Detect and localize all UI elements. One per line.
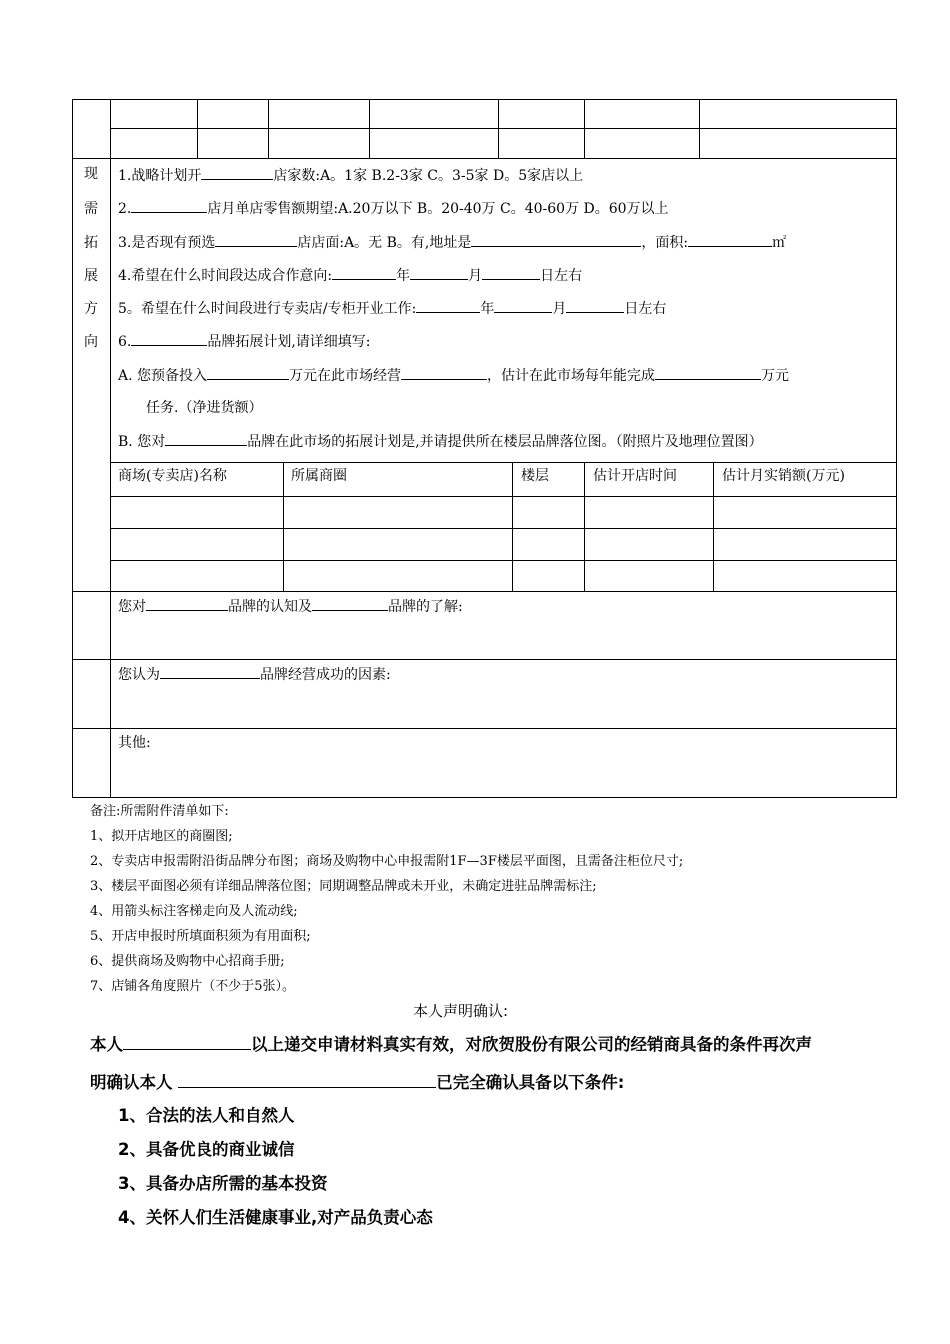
q5-year-blank[interactable] <box>416 299 480 313</box>
investment-blank[interactable] <box>207 366 289 380</box>
header-opening-time: 估计开店时间 <box>593 468 677 484</box>
success-text: 品牌经营成功的因素: <box>260 667 391 683</box>
qa-unit: 万元 <box>761 368 790 384</box>
awareness-label: 您对 <box>118 599 146 615</box>
declaration-title: 本人声明确认: <box>413 1002 509 1020</box>
q1-blank[interactable] <box>201 166 273 180</box>
q1-label: 1.战略计划开 <box>118 168 202 184</box>
declarant-name-blank[interactable] <box>123 1033 251 1050</box>
q5-label: 5。希望在什么时间段进行专卖店/专柜开业工作: <box>118 301 417 317</box>
day-label: 日左右 <box>624 301 667 317</box>
notes-title: 备注:所需附件清单如下: <box>90 804 229 819</box>
section-label-char: 展 <box>84 268 98 284</box>
area-unit: ㎡ <box>772 235 787 251</box>
month-label: 月 <box>552 301 567 317</box>
qa-text-2: ，估计在此市场每年能完成 <box>487 368 656 384</box>
area-label: ，面积: <box>641 235 689 251</box>
q4-day-blank[interactable] <box>482 266 540 280</box>
annual-target-blank[interactable] <box>655 366 761 380</box>
q2-label: 2. <box>118 201 132 217</box>
header-business-district: 所属商圈 <box>291 468 347 484</box>
question-opening-date <box>118 299 666 318</box>
q5-month-blank[interactable] <box>494 299 552 313</box>
awareness-text-2: 品牌的了解: <box>388 599 463 615</box>
q4-label: 4.希望在什么时间段达成合作意向: <box>118 268 333 284</box>
year-label: 年 <box>480 301 495 317</box>
header-mall-name: 商场(专卖店)名称 <box>118 468 227 484</box>
note-item: 7、店铺各角度照片（不少于5张）。 <box>90 979 296 994</box>
qb-text: 品牌在此市场的拓展计划是,并请提供所在楼层品牌落位图。（附照片及地理位置图） <box>247 434 763 450</box>
address-blank[interactable] <box>471 233 641 247</box>
qa-label: A. 您预备投入 <box>118 368 208 384</box>
section-label-char: 现 <box>84 166 98 182</box>
section-label-char: 需 <box>84 201 98 217</box>
q1-options: 店家数:A。1家 B.2-3家 C。3-5家 D。5家店以上 <box>273 168 584 184</box>
q4-month-blank[interactable] <box>410 266 468 280</box>
question-sales-expectation <box>118 199 669 218</box>
awareness-brand-blank[interactable] <box>146 597 228 611</box>
question-success-factors <box>118 665 391 684</box>
header-floor: 楼层 <box>521 468 549 484</box>
question-cooperation-date <box>118 266 582 285</box>
qb-brand-blank[interactable] <box>165 432 247 446</box>
q2-options: 店月单店零售额期望:A.20万以下 B。20-40万 C。40-60万 D。60万以上 <box>207 201 669 217</box>
qa-note: 任务.（净进货额） <box>146 400 263 416</box>
q3-blank[interactable] <box>215 233 297 247</box>
declarant-confirm-blank[interactable] <box>178 1071 436 1088</box>
declaration-line-2 <box>90 1071 624 1094</box>
q6-brand-blank[interactable] <box>131 332 207 346</box>
question-store-count <box>118 166 583 185</box>
note-item: 1、拟开店地区的商圈图; <box>90 829 233 844</box>
condition-item: 4、关怀人们生活健康事业,对产品负责心态 <box>118 1208 433 1227</box>
declaration-text: 以上递交申请材料真实有效，对欣贺股份有限公司的经销商具备的条件再次声 <box>251 1035 812 1054</box>
note-item: 6、提供商场及购物中心招商手册; <box>90 954 285 969</box>
awareness-brand2-blank[interactable] <box>312 597 388 611</box>
header-monthly-sales: 估计月实销额(万元) <box>722 468 845 484</box>
month-label: 月 <box>468 268 483 284</box>
declaration-text: 本人 <box>90 1035 123 1054</box>
question-brand-layout <box>118 432 763 451</box>
q3-label: 3.是否现有预选 <box>118 235 216 251</box>
declaration-line-1 <box>90 1033 812 1056</box>
success-label: 您认为 <box>118 667 160 683</box>
note-item: 3、楼层平面图必须有详细品牌落位图；同期调整品牌或未开业，未确定进驻品牌需标注; <box>90 879 597 894</box>
question-expansion-plan <box>118 332 371 351</box>
area-blank[interactable] <box>688 233 772 247</box>
declaration-text: 已完全确认具备以下条件: <box>436 1073 625 1092</box>
q6-text: 品牌拓展计划,请详细填写: <box>207 334 371 350</box>
qa-text: 万元在此市场经营 <box>289 368 402 384</box>
condition-item: 1、合法的法人和自然人 <box>118 1106 295 1125</box>
note-item: 5、开店申报时所填面积须为有用面积; <box>90 929 311 944</box>
condition-item: 2、具备优良的商业诚信 <box>118 1140 295 1159</box>
question-investment <box>118 366 789 385</box>
success-brand-blank[interactable] <box>160 665 260 679</box>
q3-options: 店店面:A。无 B。有,地址是 <box>297 235 472 251</box>
question-brand-awareness <box>118 597 463 616</box>
note-item: 2、专卖店申报需附沿街品牌分布图；商场及购物中心申报需附1F—3F楼层平面图，且需备注柜位尺寸; <box>90 854 684 869</box>
section-label-char: 方 <box>84 301 98 317</box>
year-label: 年 <box>396 268 411 284</box>
qb-label: B. 您对 <box>118 434 166 450</box>
condition-item: 3、具备办店所需的基本投资 <box>118 1174 328 1193</box>
note-item: 4、用箭头标注客梯走向及人流动线; <box>90 904 298 919</box>
awareness-text: 品牌的认知及 <box>228 599 312 615</box>
q6-label: 6. <box>118 334 132 350</box>
market-blank[interactable] <box>401 366 487 380</box>
section-label-char: 向 <box>84 334 98 350</box>
declaration-text: 明确认本人 <box>90 1073 173 1092</box>
section-label-char: 拓 <box>84 235 98 251</box>
day-label: 日左右 <box>540 268 583 284</box>
q2-blank[interactable] <box>131 199 207 213</box>
other-label: 其他: <box>118 735 151 751</box>
question-preselected-store <box>118 233 786 252</box>
q4-year-blank[interactable] <box>332 266 396 280</box>
q5-day-blank[interactable] <box>566 299 624 313</box>
